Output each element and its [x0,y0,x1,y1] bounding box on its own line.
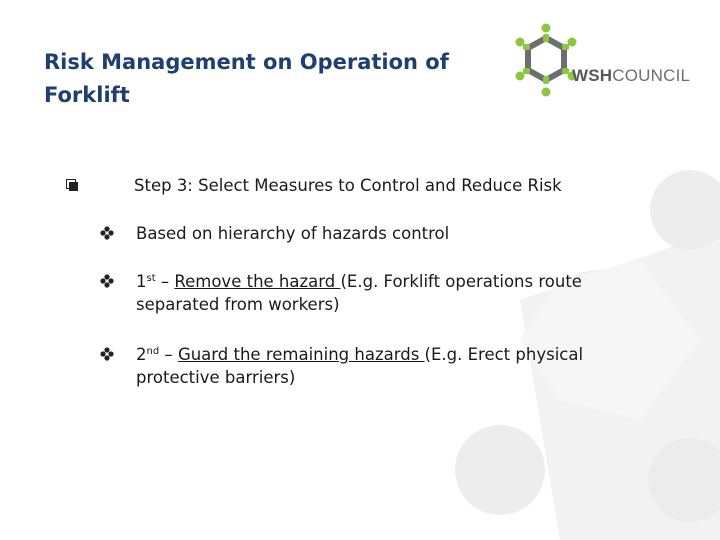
diamond-bullet-icon [100,226,114,240]
logo-brand-rest: COUNCIL [612,66,691,85]
bullet-text [136,343,646,389]
logo-wordmark [572,66,690,86]
title-line-1: Risk Management on Operation of [44,50,449,74]
ordinal-suffix: nd [146,346,160,357]
ordinal: 2 [136,345,147,364]
wsh-council-logo [510,22,710,102]
step-heading-row [66,175,686,201]
measure-label: Guard the remaining hazards [177,345,425,364]
diamond-bullet-icon [100,274,114,288]
title-line-2: Forklift [44,83,130,107]
logo-brand-bold: WSH [572,66,613,85]
square-bullet-icon [66,179,76,189]
dash: – [159,345,178,364]
ordinal: 1 [136,272,147,291]
measure-example: (E.g. Erect physical protective barriers) [136,345,584,387]
hexagon-people-icon [510,22,580,102]
measure-label: Remove the hazard [174,272,341,291]
ordinal-suffix: st [146,273,156,284]
bullet-text: Based on hierarchy of hazards control [136,224,450,243]
slide-title [44,46,514,112]
bullet-text [136,270,646,316]
measure-example: (E.g. Forklift operations route separated from workers) [136,272,582,314]
dash: – [155,272,175,291]
step-heading: Step 3: Select Measures to Control and Reduce Risk [134,176,562,195]
diamond-bullet-icon [100,347,114,361]
